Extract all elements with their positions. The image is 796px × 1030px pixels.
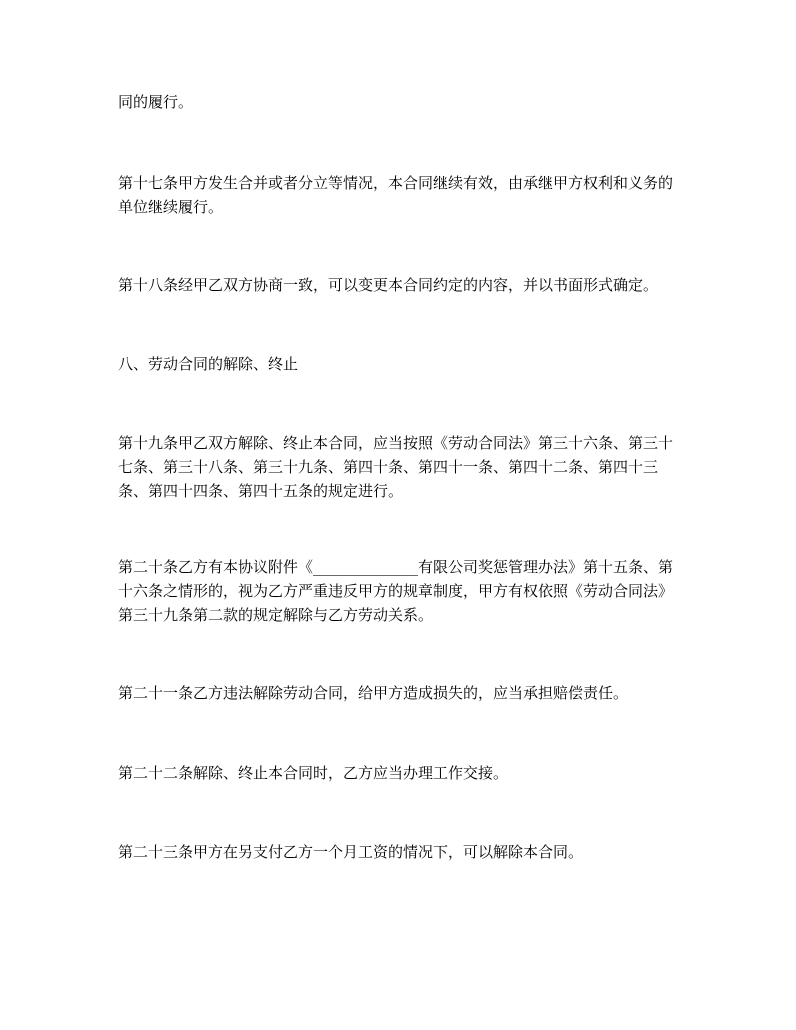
- paragraph-article-17: 第十七条甲方发生合并或者分立等情况，本合同继续有效，由承继甲方权利和义务的单位继续履行。: [118, 174, 674, 216]
- paragraph-article-19: 第十九条甲乙双方解除、终止本合同，应当按照《劳动合同法》第三十六条、第三十七条、第三十八条、第三十九条、第四十条、第四十一条、第四十二条、第四十三条、第四十四条、第四十五条的规定进行。: [118, 434, 674, 500]
- paragraph-article-20: 第二十条乙方有本协议附件《______________有限公司奖惩管理办法》第十五条、第十六条之情形的，视为乙方严重违反甲方的规章制度，甲方有权依照《劳动合同法》第三十九条第二款的规定解除与乙方劳动关系。: [118, 558, 674, 624]
- paragraph-contract-performance-continued: 同的履行。: [118, 93, 194, 111]
- section-heading-termination: 八、劳动合同的解除、终止: [118, 355, 299, 373]
- paragraph-article-22: 第二十二条解除、终止本合同时，乙方应当办理工作交接。: [118, 764, 509, 782]
- paragraph-article-23: 第二十三条甲方在另支付乙方一个月工资的情况下，可以解除本合同。: [118, 843, 584, 861]
- paragraph-article-18: 第十八条经甲乙双方协商一致，可以变更本合同约定的内容，并以书面形式确定。: [118, 276, 659, 294]
- paragraph-article-21: 第二十一条乙方违法解除劳动合同，给甲方造成损失的，应当承担赔偿责任。: [118, 684, 629, 702]
